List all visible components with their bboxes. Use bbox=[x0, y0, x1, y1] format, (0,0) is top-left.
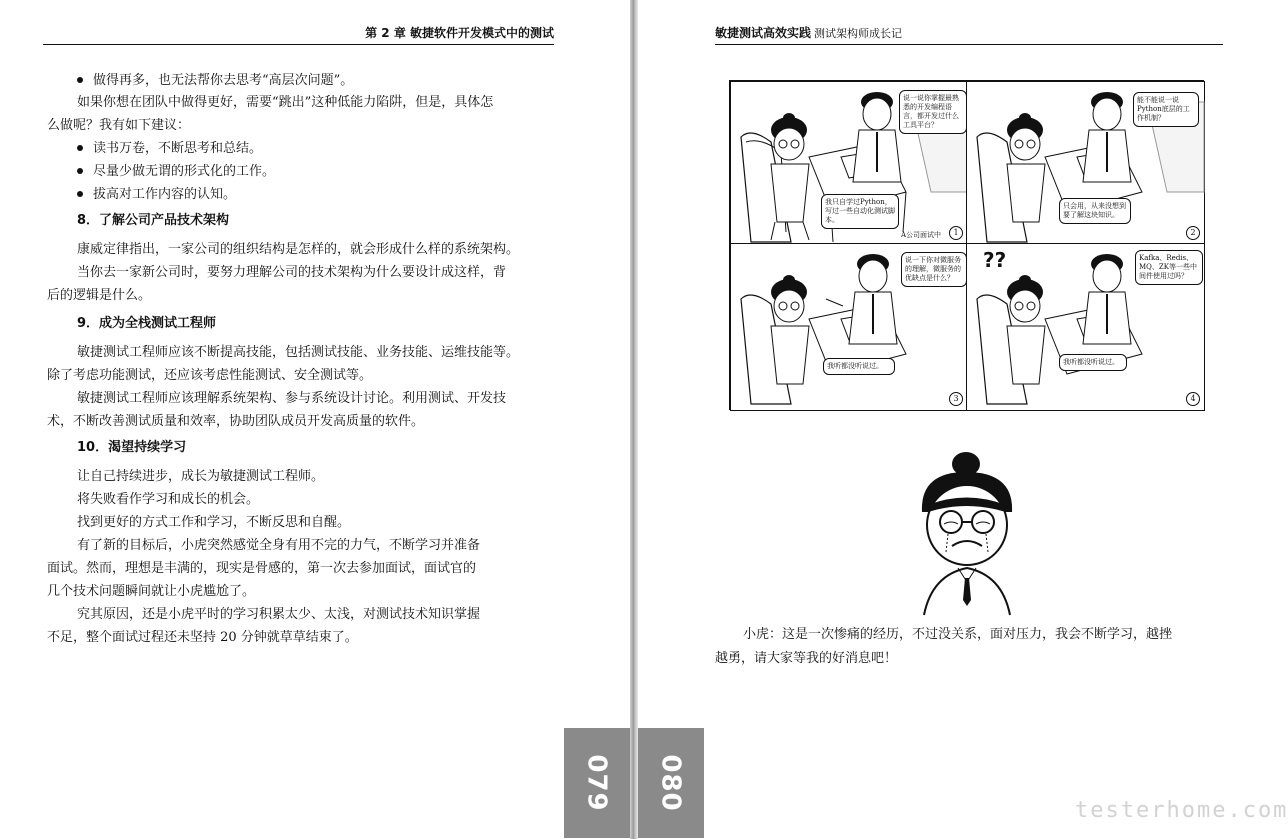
comic-panel-4 bbox=[966, 243, 1205, 411]
line-text: 做得再多，也无法帮你去思考“高层次问题”。 bbox=[93, 73, 354, 88]
body-line bbox=[47, 287, 151, 305]
interviewer-speech-bubble: Kafka、Redis、MQ、ZK等一些中间件使用过吗？ bbox=[1135, 250, 1203, 285]
body-line bbox=[47, 367, 372, 385]
line-text: 术，不断改善测试质量和效率，协助团队成员开发高质量的软件。 bbox=[47, 414, 425, 429]
book-title: 敏捷测试高效实践 bbox=[715, 26, 812, 40]
interviewer-speech-bubble: 说一下你对微服务的理解，微服务的优缺点是什么？ bbox=[901, 252, 967, 287]
confused-question-marks: ?? bbox=[983, 248, 1007, 272]
body-line bbox=[47, 629, 358, 647]
page-number-left bbox=[564, 728, 630, 838]
body-line bbox=[77, 606, 480, 624]
comic-strip bbox=[729, 80, 1204, 410]
line-text: 9．成为全栈测试工程师 bbox=[77, 316, 217, 331]
page-number-left-text: 079 bbox=[582, 754, 612, 812]
section-heading bbox=[77, 212, 229, 230]
line-text: 将失败看作学习和成长的机会。 bbox=[77, 492, 260, 507]
line-text: 敏捷测试工程师应该理解系统架构、参与系统设计讨论。利用测试、开发技 bbox=[77, 391, 507, 406]
site-watermark: testerhome.com bbox=[1075, 798, 1288, 823]
panel-number: 2 bbox=[1186, 226, 1200, 240]
body-line bbox=[47, 413, 424, 431]
candidate-speech-bubble: 我只自学过Python，写过一些自动化测试脚本。 bbox=[821, 194, 899, 229]
bullet-dot bbox=[77, 145, 83, 151]
body-line bbox=[77, 94, 493, 112]
panel-number: 3 bbox=[949, 392, 963, 406]
line-text: 敏捷测试工程师应该不断提高技能，包括测试技能、业务技能、运维技能等。 bbox=[77, 345, 520, 360]
candidate-speech-bubble: 我听都没听说过。 bbox=[1059, 354, 1127, 371]
candidate-speech-bubble: 我听都没听说过。 bbox=[823, 358, 895, 375]
line-text: 有了新的目标后，小虎突然感觉全身有用不完的力气，不断学习并准备 bbox=[77, 538, 481, 553]
line-text: 不足，整个面试过程还未坚持 20 分钟就草草结束了。 bbox=[47, 630, 358, 645]
line-text: 康威定律指出，一家公司的组织结构是怎样的，就会形成什么样的系统架构。 bbox=[77, 242, 520, 257]
bullet-dot bbox=[77, 191, 83, 197]
panel-caption: A公司面试中 bbox=[901, 231, 942, 239]
book-subtitle: 测试架构师成长记 bbox=[814, 27, 903, 40]
comic-panel-2 bbox=[966, 81, 1205, 245]
body-line bbox=[77, 390, 506, 408]
left-running-header: 第 2 章 敏捷软件开发模式中的测试 bbox=[43, 24, 554, 45]
body-line bbox=[47, 560, 476, 578]
line-text: 读书万卷，不断思考和总结。 bbox=[93, 141, 263, 156]
panel-number: 4 bbox=[1186, 392, 1200, 406]
left-page bbox=[0, 0, 630, 839]
book-spine bbox=[630, 0, 638, 839]
body-line bbox=[47, 117, 190, 135]
comic-panel-1 bbox=[730, 81, 968, 245]
panel-number: 1 bbox=[949, 226, 963, 240]
bullet-dot bbox=[77, 168, 83, 174]
section-heading bbox=[77, 439, 186, 457]
bullet-item bbox=[77, 72, 353, 90]
bullet-item bbox=[77, 140, 262, 158]
bullet-item bbox=[77, 186, 236, 204]
body-line bbox=[77, 264, 506, 282]
line-text: 面试。然而，理想是丰满的，现实是骨感的，第一次去参加面试，面试官的 bbox=[47, 561, 477, 576]
line-text: 么做呢？我有如下建议： bbox=[47, 118, 191, 133]
line-text: 8．了解公司产品技术架构 bbox=[77, 213, 230, 228]
line-text: 如果你想在团队中做得更好，需要“跳出”这种低能力陷阱，但是，具体怎 bbox=[77, 95, 494, 110]
line-text: 10．渴望持续学习 bbox=[77, 440, 187, 455]
right-page bbox=[638, 0, 1249, 839]
interviewer-speech-bubble: 能不能说一说Python底层的工作机制？ bbox=[1133, 92, 1199, 127]
line-text: 究其原因，还是小虎平时的学习积累太少、太浅，对测试技术知识掌握 bbox=[77, 607, 481, 622]
line-text: 拔高对工作内容的认知。 bbox=[93, 187, 237, 202]
line-text: 几个技术问题瞬间就让小虎尴尬了。 bbox=[47, 584, 256, 599]
line-text: 找到更好的方式工作和学习，不断反思和自醒。 bbox=[77, 515, 351, 530]
body-line bbox=[77, 344, 519, 362]
comic-panel-3 bbox=[730, 243, 968, 411]
bullet-dot bbox=[77, 77, 83, 83]
body-line bbox=[77, 514, 350, 532]
page-number-right-text: 080 bbox=[656, 754, 686, 812]
line-text: 后的逻辑是什么。 bbox=[47, 288, 152, 303]
closing-line-1: 小虎：这是一次惨痛的经历，不过没关系，面对压力，我会不断学习，越挫 bbox=[743, 627, 1173, 642]
line-text: 让自己持续进步，成长为敏捷测试工程师。 bbox=[77, 469, 325, 484]
body-line bbox=[77, 468, 324, 486]
interviewer-speech-bubble: 说一说你掌握最熟悉的开发编程语言，都开发过什么工具平台？ bbox=[899, 90, 967, 134]
line-text: 除了考虑功能测试，还应该考虑性能测试、安全测试等。 bbox=[47, 368, 373, 383]
section-heading bbox=[77, 315, 216, 333]
line-text: 尽量少做无谓的形式化的工作。 bbox=[93, 164, 276, 179]
crying-character-illustration bbox=[914, 450, 1024, 615]
body-line bbox=[47, 583, 255, 601]
right-running-header bbox=[715, 24, 1223, 45]
line-text: 当你去一家新公司时，要努力理解公司的技术架构为什么要设计成这样，背 bbox=[77, 265, 507, 280]
candidate-speech-bubble: 只会用，从来没想到要了解这块知识。 bbox=[1059, 198, 1131, 224]
body-line bbox=[77, 241, 519, 259]
page-number-right bbox=[638, 728, 704, 838]
body-line bbox=[77, 491, 259, 509]
bullet-item bbox=[77, 163, 275, 181]
body-line bbox=[77, 537, 480, 555]
closing-line-2: 越勇，请大家等我的好消息吧！ bbox=[715, 651, 898, 666]
